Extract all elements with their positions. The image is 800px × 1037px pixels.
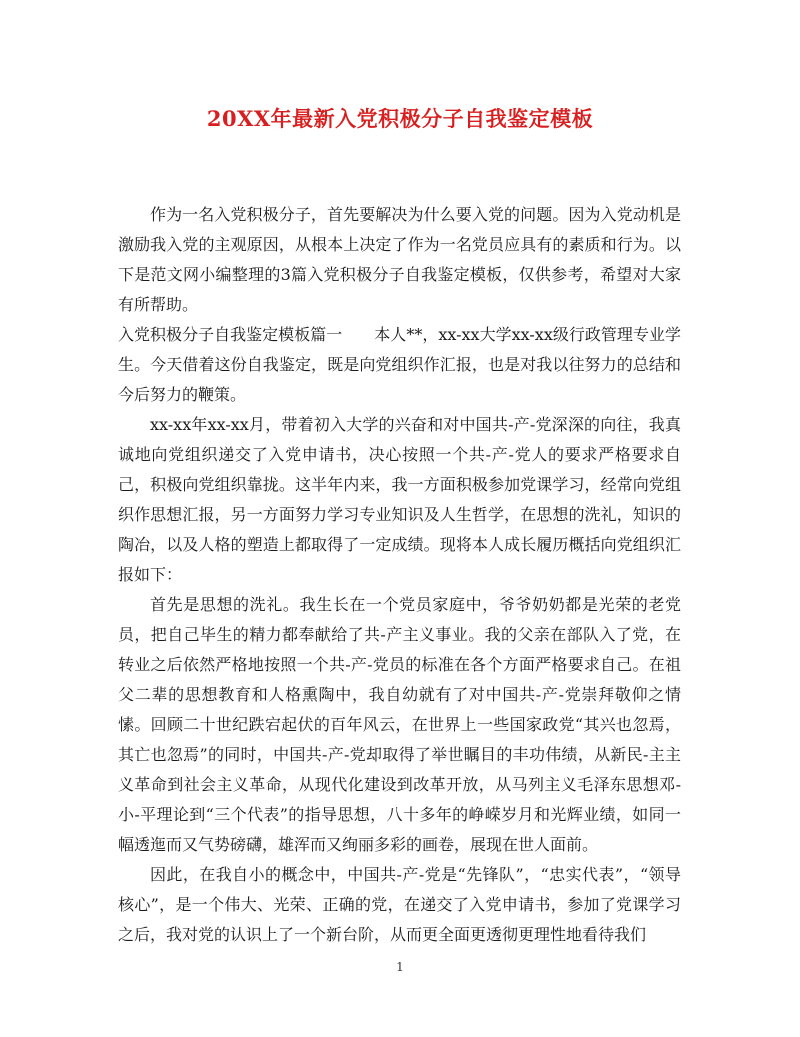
paragraph-therefore: 因此，在我自小的概念中，中国共-产-党是“先锋队”，“忠实代表”，“领导核心”，是一个伟大、光荣、正确的党，在递交了入党申请书，参加了党课学习之后，我对党的认识上了一个新台阶，从而更全面更透彻更理性地看待我们: [118, 865, 681, 944]
page-number: 1: [396, 960, 404, 974]
paragraph-template-one: 入党积极分子自我鉴定模板篇一 本人**，xx-xx大学xx-xx级行政管理专业学生。今天借着这份自我鉴定，既是向党组织作汇报，也是对我以往努力的总结和今后努力的鞭策。: [118, 325, 681, 404]
paragraph-thought-baptism: 首先是思想的洗礼。我生长在一个党员家庭中，爷爷奶奶都是光荣的老党员，把自己毕生的精力都奉献给了共-产主义事业。我的父亲在部队入了党，在转业之后依然严格地按照一个共-产-党员的标准在各个方面严格要求自己。在祖父二辈的思想教育和人格熏陶中，我自幼就有了对中国共-产-党崇拜敬仰之情愫。回顾二十世纪跌宕起伏的百年风云，在世界上一些国家政党“其兴也忽焉，其亡也忽焉”的同时，中国共-产-党却取得了举世瞩目的丰功伟绩，从新民-主主义革命到社会主义革命，从现代化建设到改革开放，从马列主义毛泽东思想邓-小-平理论到“三个代表”的指导思想，八十多年的峥嵘岁月和光辉业绩，如同一幅透迤而又气势磅礴，雄浑而又绚丽多彩的画卷，展现在世人面前。: [118, 595, 681, 854]
paragraph-application: xx-xx年xx-xx月，带着初入大学的兴奋和对中国共-产-党深深的向往，我真诚地向党组织递交了入党申请书，决心按照一个共-产-党人的要求严格要求自己，积极向党组织靠拢。这半年内来，我一方面积极参加党课学习，经常向党组织作思想汇报，另一方面努力学习专业知识及人生哲学，在思想的洗礼，知识的陶冶，以及人格的塑造上都取得了一定成绩。现将本人成长履历概括向党组织汇报如下：: [118, 415, 681, 584]
document-body: [118, 200, 681, 950]
document-title: 20XX年最新入党积极分子自我鉴定模板: [206, 106, 594, 131]
paragraph-intro: 作为一名入党积极分子，首先要解决为什么要入党的问题。因为入党动机是激励我入党的主观原因，从根本上决定了作为一名党员应具有的素质和行为。以下是范文网小编整理的3篇入党积极分子自我鉴定模板，仅供参考，希望对大家有所帮助。: [118, 205, 681, 314]
